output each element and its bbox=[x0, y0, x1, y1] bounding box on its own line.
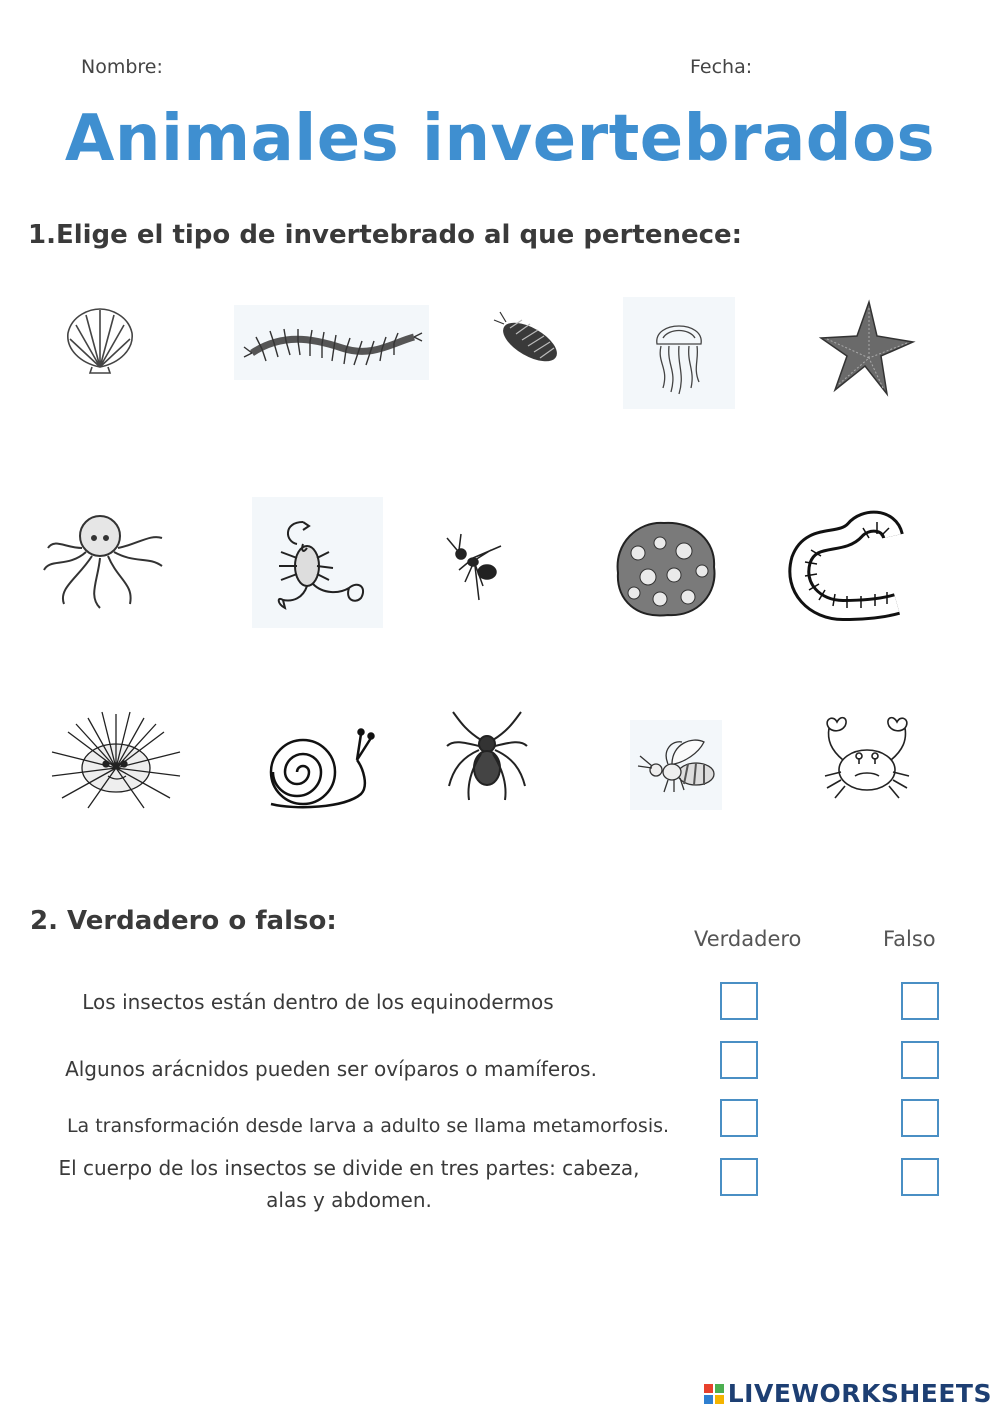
bee-icon[interactable] bbox=[630, 720, 722, 810]
sponge-coral-icon[interactable] bbox=[605, 510, 725, 625]
date-label: Fecha: bbox=[690, 56, 753, 78]
ant-icon[interactable] bbox=[435, 520, 515, 605]
section1-heading: 1.Elige el tipo de invertebrado al que pertenece: bbox=[28, 220, 743, 250]
checkbox-false-4[interactable] bbox=[901, 1158, 939, 1196]
statement-4-line-2: alas y abdomen. bbox=[266, 1188, 432, 1212]
jellyfish-icon[interactable] bbox=[623, 297, 735, 409]
woodlouse-icon[interactable] bbox=[480, 300, 575, 380]
statement-2: Algunos arácnidos pueden ser ovíparos o mamíferos. bbox=[65, 1057, 597, 1081]
checkbox-true-2[interactable] bbox=[720, 1041, 758, 1079]
column-header-false: Falso bbox=[883, 927, 936, 951]
snail-icon[interactable] bbox=[262, 720, 377, 815]
checkbox-true-1[interactable] bbox=[720, 982, 758, 1020]
checkbox-false-3[interactable] bbox=[901, 1099, 939, 1137]
brand-text: LIVEWORKSHEETS bbox=[727, 1379, 992, 1408]
statement-3: La transformación desde larva a adulto se llama metamorfosis. bbox=[66, 1115, 670, 1137]
spider-icon[interactable] bbox=[445, 710, 530, 802]
checkbox-true-4[interactable] bbox=[720, 1158, 758, 1196]
scorpion-icon[interactable] bbox=[252, 497, 383, 628]
section2-heading: 2. Verdadero o falso: bbox=[30, 906, 337, 936]
starfish-icon[interactable] bbox=[812, 295, 922, 400]
checkbox-false-2[interactable] bbox=[901, 1041, 939, 1079]
sea-urchin-icon[interactable] bbox=[45, 710, 185, 810]
column-header-true: Verdadero bbox=[694, 927, 802, 951]
centipede-icon[interactable] bbox=[234, 305, 429, 380]
liveworksheets-logo[interactable] bbox=[704, 1379, 992, 1408]
worm-icon[interactable] bbox=[793, 510, 908, 625]
shell-icon[interactable] bbox=[55, 300, 145, 380]
page-title: Animales invertebrados bbox=[64, 102, 936, 176]
statement-4-line-1: El cuerpo de los insectos se divide en tres partes: cabeza, bbox=[58, 1156, 640, 1180]
liveworksheets-mark-icon bbox=[704, 1384, 724, 1404]
checkbox-false-1[interactable] bbox=[901, 982, 939, 1020]
name-label: Nombre: bbox=[81, 56, 163, 78]
crab-icon[interactable] bbox=[815, 710, 920, 808]
statement-1: Los insectos están dentro de los equinodermos bbox=[82, 990, 554, 1014]
octopus-icon[interactable] bbox=[35, 505, 170, 615]
checkbox-true-3[interactable] bbox=[720, 1099, 758, 1137]
